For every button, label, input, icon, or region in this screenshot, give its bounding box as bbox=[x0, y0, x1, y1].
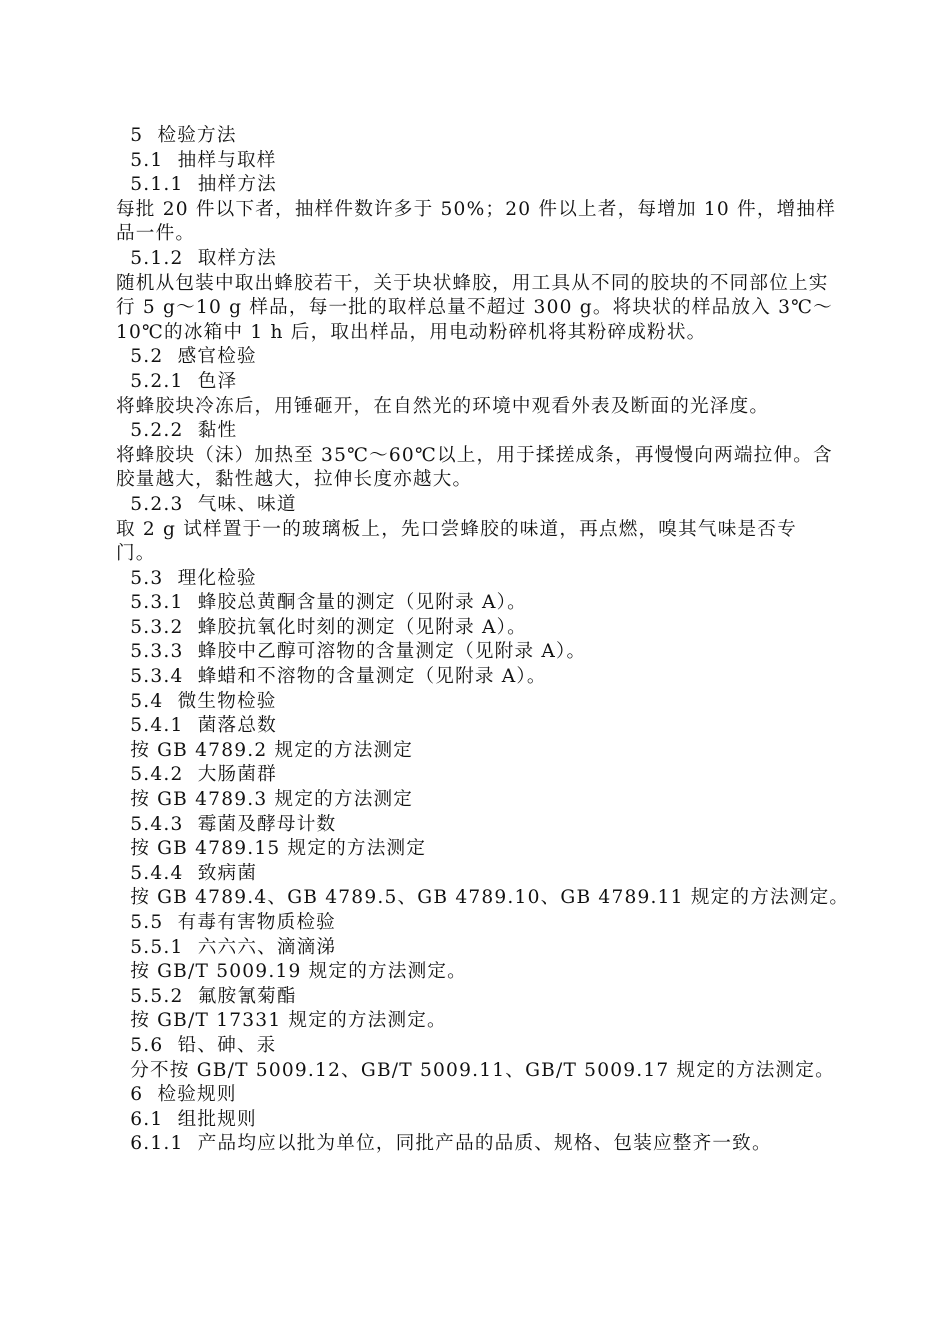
text-line: 5.6 铅、砷、汞 bbox=[116, 1034, 277, 1056]
text-line: 5.4.3 霉菌及酵母计数 bbox=[116, 813, 337, 835]
text-line: 5.5.1 六六六、滴滴涕 bbox=[116, 936, 337, 958]
text-line: 按 GB 4789.15 规定的方法测定 bbox=[116, 838, 427, 860]
text-line: 5.5.2 氟胺氰菊酯 bbox=[116, 985, 297, 1007]
text-line: 按 GB 4789.3 规定的方法测定 bbox=[116, 789, 414, 811]
text-line: 5.3.3 蜂胶中乙醇可溶物的含量测定（见附录 A）。 bbox=[116, 641, 587, 663]
text-line: 5.1.2 取样方法 bbox=[116, 247, 277, 269]
text-line: 5.1.1 抽样方法 bbox=[116, 174, 277, 196]
text-line: 5.5 有毒有害物质检验 bbox=[116, 912, 336, 933]
text-line: 5.4.2 大肠菌群 bbox=[116, 764, 277, 786]
text-line: 按 GB 4789.2 规定的方法测定 bbox=[116, 739, 414, 761]
text-line: 按 GB/T 17331 规定的方法测定。 bbox=[116, 1010, 447, 1032]
text-line: 5.1 抽样与取样 bbox=[116, 149, 277, 171]
text-line: 5.2 感官检验 bbox=[116, 346, 257, 368]
text-line: 6 检验规则 bbox=[116, 1084, 237, 1106]
text-line: 5.4 微生物检验 bbox=[116, 690, 277, 712]
text-line: 5.4.1 菌落总数 bbox=[116, 715, 277, 737]
text-line: 5.4.4 致病菌 bbox=[116, 862, 258, 884]
body-paragraph: 将蜂胶块冷冻后，用锤砸开，在自然光的环境中观看外表及断面的光泽度。 bbox=[116, 395, 770, 417]
text-line: 按 GB/T 5009.19 规定的方法测定。 bbox=[116, 961, 467, 983]
text-line: 5.3.2 蜂胶抗氧化时刻的测定（见附录 A）。 bbox=[116, 616, 527, 638]
text-line: 6.1 组批规则 bbox=[116, 1108, 257, 1130]
text-line: 5.3 理化检验 bbox=[116, 567, 257, 589]
text-line: 5.3.4 蜂蜡和不溶物的含量测定（见附录 A）。 bbox=[116, 666, 547, 688]
text-line: 分不按 GB/T 5009.12、GB/T 5009.11、GB/T 5009.17 规定的方法测定。 bbox=[116, 1059, 835, 1081]
text-line: 5 检验方法 bbox=[116, 125, 237, 146]
text-line: 5.3.1 蜂胶总黄酮含量的测定（见附录 A）。 bbox=[116, 592, 527, 614]
text-line: 5.2.2 黏性 bbox=[116, 420, 238, 442]
text-line: 5.2.1 色泽 bbox=[116, 370, 238, 392]
body-paragraph: 将蜂胶块（沫）加热至 35℃～60℃以上，用于揉搓成条，再慢慢向两端拉伸。含胶量越大，黏性越大，拉伸长度亦越大。 bbox=[116, 444, 833, 491]
text-line: 6.1.1 产品均应以批为单位，同批产品的品质、规格、包装应整齐一致。 bbox=[116, 1133, 772, 1155]
text-line: 按 GB 4789.4、GB 4789.5、GB 4789.10、GB 4789.11 规定的方法测定。 bbox=[116, 887, 850, 909]
body-paragraph: 随机从包装中取出蜂胶若干，关于块状蜂胶，用工具从不同的胶块的不同部位上实行 5 g～10 g 样品，每一批的取样总量不超过 300 g。将块状的样品放入 3℃～10℃的冰箱中 1 h 后，取出样品，用电动粉碎机将其粉碎成粉状。 bbox=[116, 272, 833, 343]
document-body bbox=[116, 124, 850, 1157]
body-paragraph: 每批 20 件以下者，抽样件数许多于 50%；20 件以上者，每增加 10 件，增抽样品一件。 bbox=[116, 198, 836, 245]
text-line: 5.2.3 气味、味道 bbox=[116, 493, 297, 515]
body-paragraph: 取 2 g 试样置于一的玻璃板上，先口尝蜂胶的味道，再点燃，嗅其气味是否专门。 bbox=[116, 518, 797, 565]
